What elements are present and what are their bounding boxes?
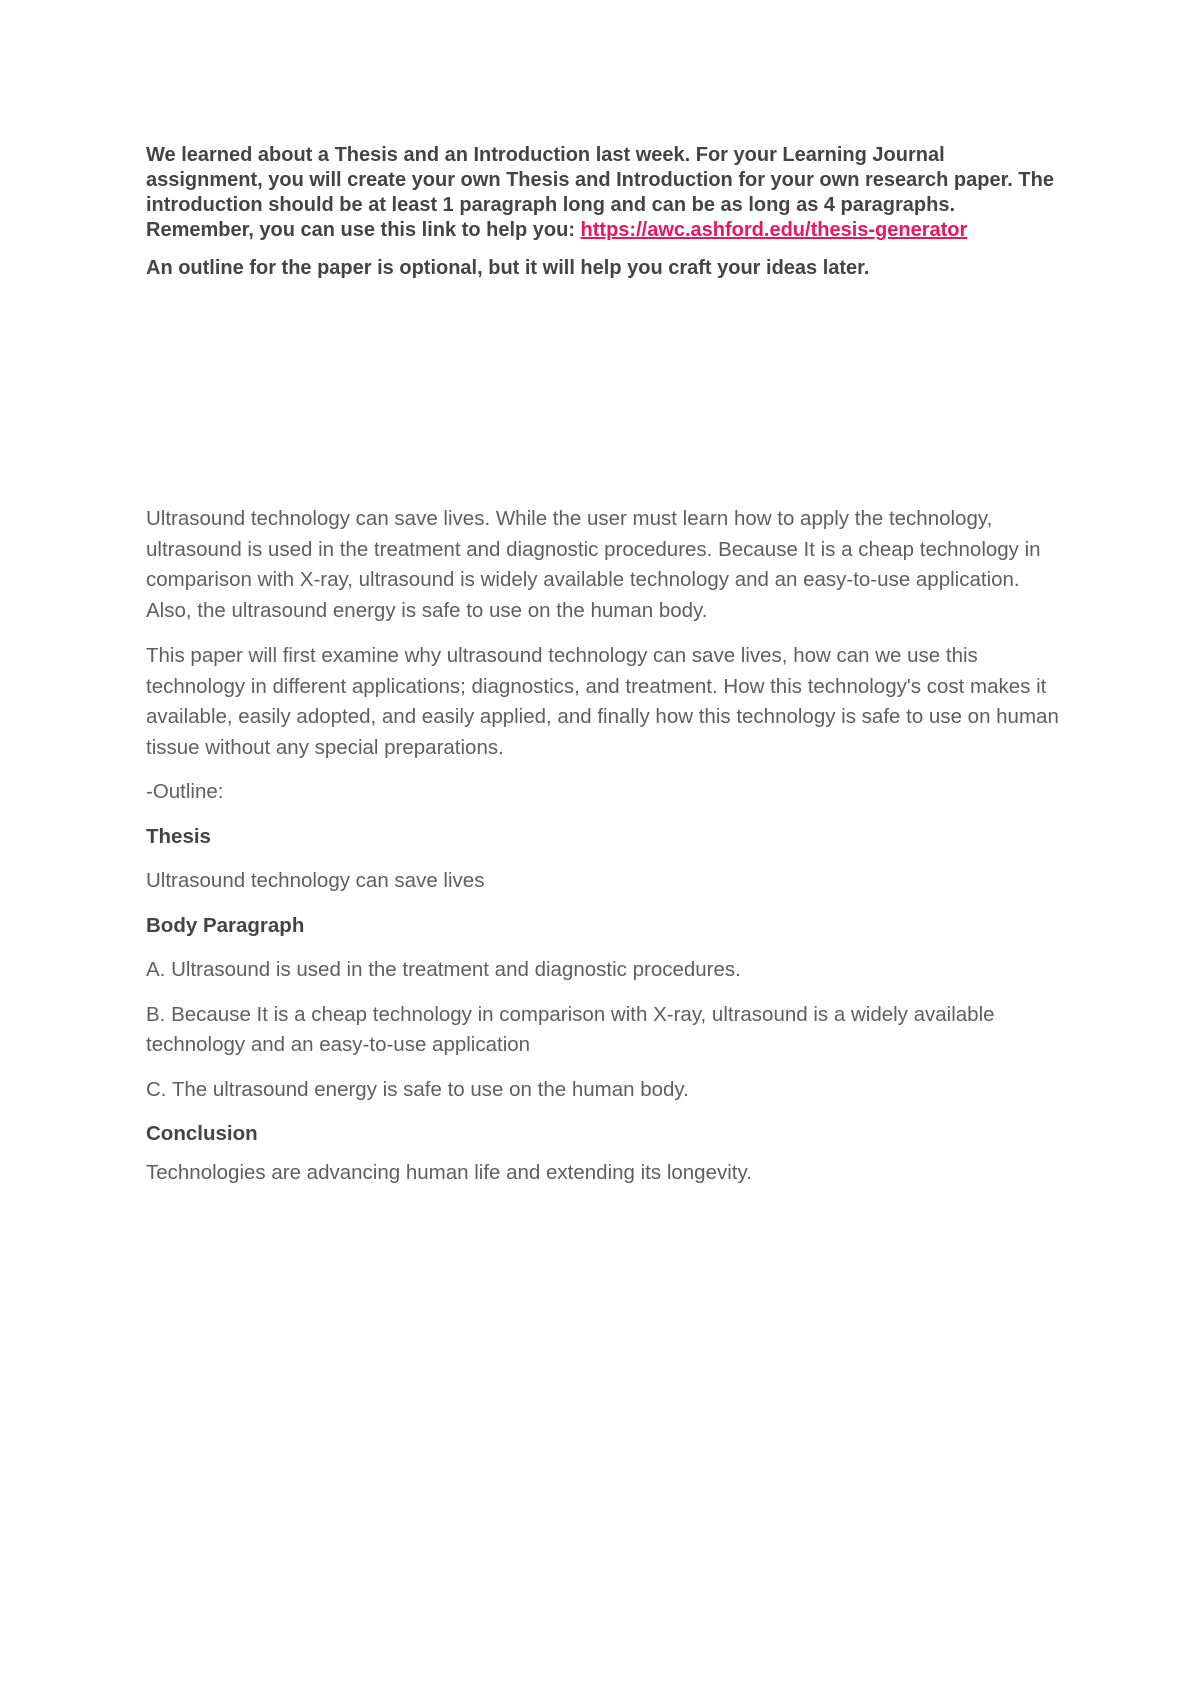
assignment-prompt-text: We learned about a Thesis and an Introduction last week. For your Learning Journal assignment, you will create your own Thesis and Introduction for your own research paper. The introduction should be at least 1 paragraph long and can be as long as 4 paragraphs. Remember, you can use this link to help you: [146, 144, 1054, 241]
body-item-c: C. The ultrasound energy is safe to use on the human body. [146, 1077, 689, 1101]
document-content [146, 143, 1066, 1188]
body-paragraph-heading: Body Paragraph [146, 913, 305, 937]
thesis-generator-link[interactable]: https://awc.ashford.edu/thesis-generator [580, 219, 968, 241]
thesis-text: Ultrasound technology can save lives [146, 869, 485, 892]
thesis-heading: Thesis [146, 824, 211, 848]
body-item-a: A. Ultrasound is used in the treatment and diagnostic procedures. [146, 958, 741, 981]
introduction-paragraph-1: Ultrasound technology can save lives. While the user must learn how to apply the technology, ultrasound is used in the treatment and diagnostic procedures. Because It is a cheap technology in comparison with X-ray, ultrasound is widely available technology and an easy-to-use application. Also, the ultrasound energy is safe to use on the human body. [146, 507, 1041, 622]
assignment-prompt [146, 143, 1066, 243]
outline-label: -Outline: [146, 780, 224, 803]
conclusion-text: Technologies are advancing human life and extending its longevity. [146, 1160, 752, 1184]
introduction-paragraph-2: This paper will first examine why ultrasound technology can save lives, how can we use this technology in different applications; diagnostics, and treatment. How this technology's cost makes it available, easily adopted, and easily applied, and finally how this technology is safe to use on human tissue without any special preparations. [146, 644, 1059, 759]
outline-optional-note: An outline for the paper is optional, but it will help you craft your ideas later. [146, 257, 870, 279]
conclusion-heading: Conclusion [146, 1122, 258, 1145]
body-item-b: B. Because It is a cheap technology in comparison with X-ray, ultrasound is a widely available technology and an easy-to-use application [146, 1002, 995, 1056]
